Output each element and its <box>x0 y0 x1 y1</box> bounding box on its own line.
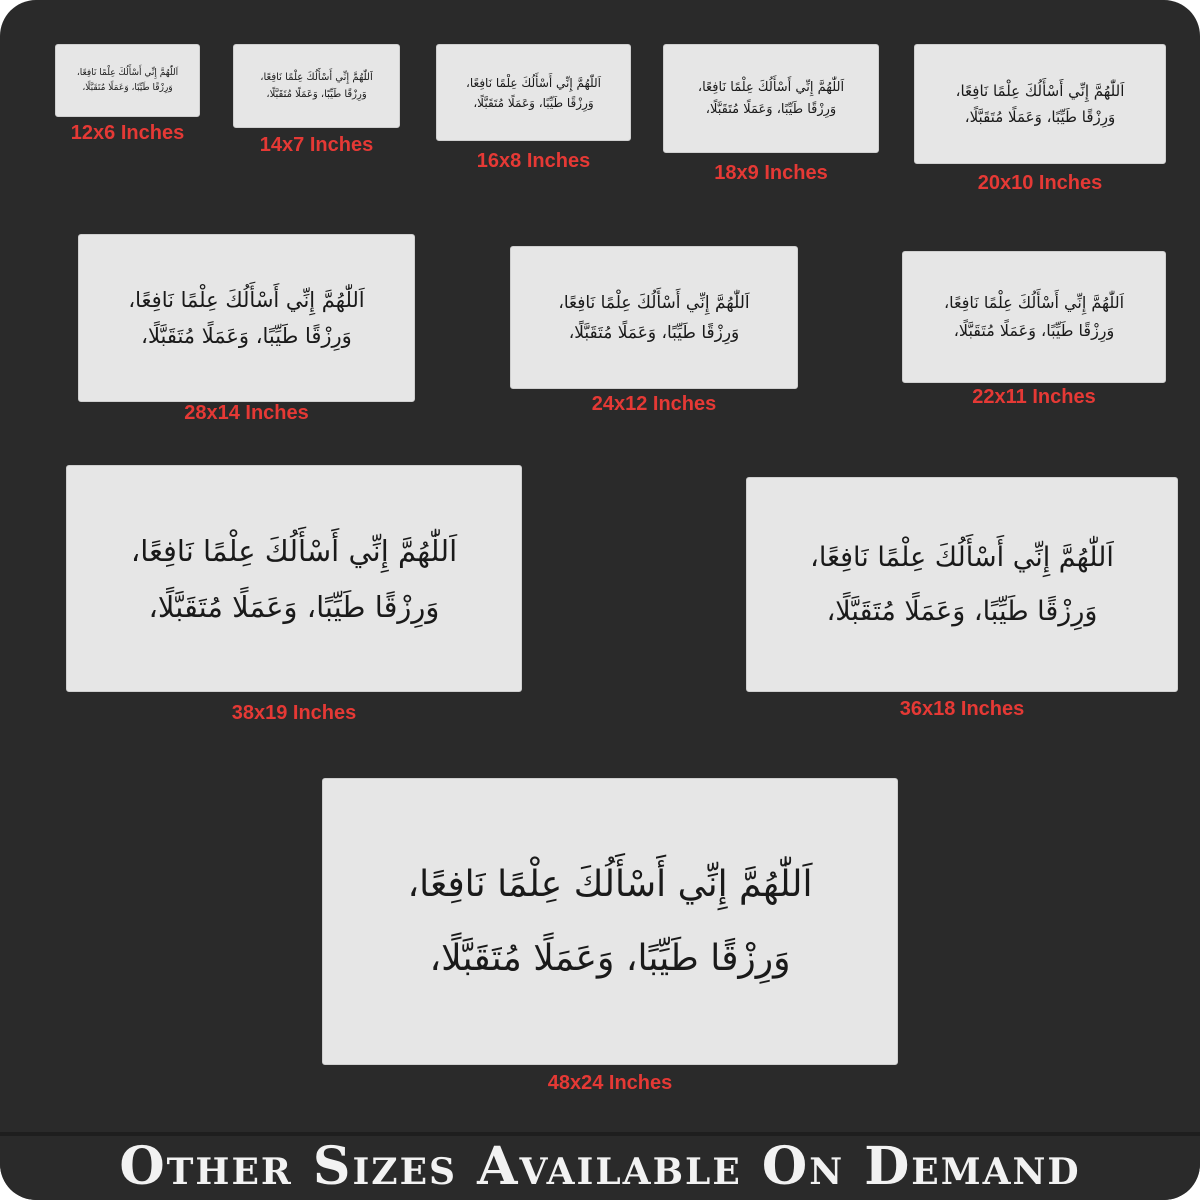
stencil-20x10 <box>914 44 1166 164</box>
stencil-line-1: اَللّٰهُمَّ إِنِّي أَسْأَلُكَ عِلْمًا نَافِعًا، <box>76 67 179 78</box>
stencil-line-2: وَرِزْقًا طَيِّبًا، وَعَمَلًا مُتَقَبَّلًا، <box>266 89 367 100</box>
size-label-48x24: 48x24 Inches <box>547 1072 673 1094</box>
stencil-line-1: اَللّٰهُمَّ إِنِّي أَسْأَلُكَ عِلْمًا نَافِعًا، <box>558 292 750 313</box>
stencil-line-1: اَللّٰهُمَّ إِنِّي أَسْأَلُكَ عِلْمًا نَافِعًا، <box>944 293 1125 312</box>
stencil-line-1: اَللّٰهُمَّ إِنِّي أَسْأَلُكَ عِلْمًا نَافِعًا، <box>128 288 365 312</box>
stencil-line-2: وَرِزْقًا طَيِّبًا، وَعَمَلًا مُتَقَبَّلًا، <box>568 322 740 343</box>
stencil-12x6 <box>55 44 200 117</box>
stencil-line-2: وَرِزْقًا طَيِّبًا، وَعَمَلًا مُتَقَبَّلًا، <box>473 95 594 110</box>
stencil-line-1: اَللّٰهُمَّ إِنِّي أَسْأَلُكَ عِلْمًا نَافِعًا، <box>407 863 813 905</box>
stencil-16x8 <box>436 44 631 141</box>
stencil-line-2: وَرِزْقًا طَيِّبًا، وَعَمَلًا مُتَقَبَّلًا، <box>148 589 440 624</box>
stencil-line-1: اَللّٰهُمَّ إِنِّي أَسْأَلُكَ عِلْمًا نَافِعًا، <box>466 75 602 90</box>
size-label-38x19: 38x19 Inches <box>231 702 357 724</box>
size-label-20x10: 20x10 Inches <box>977 172 1103 194</box>
size-label-28x14: 28x14 Inches <box>184 402 309 424</box>
stencil-24x12 <box>510 246 798 389</box>
stencil-line-1: اَللّٰهُمَّ إِنِّي أَسْأَلُكَ عِلْمًا نَافِعًا، <box>130 533 458 568</box>
stencil-14x7 <box>233 44 400 128</box>
size-label-22x11: 22x11 Inches <box>972 386 1096 408</box>
stencil-line-2: وَرِزْقًا طَيِّبًا، وَعَمَلًا مُتَقَبَّلًا، <box>141 324 352 348</box>
stencil-line-1: اَللّٰهُمَّ إِنِّي أَسْأَلُكَ عِلْمًا نَافِعًا، <box>697 79 845 95</box>
size-label-16x8: 16x8 Inches <box>476 150 591 172</box>
size-label-12x6: 12x6 Inches <box>70 122 185 144</box>
stencil-48x24 <box>322 778 898 1065</box>
stencil-line-2: وَرِزْقًا طَيِّبًا، وَعَمَلًا مُتَقَبَّلًا، <box>826 595 1098 627</box>
footer-text: Other Sizes Available On Demand <box>119 1136 1081 1197</box>
stencil-line-1: اَللّٰهُمَّ إِنِّي أَسْأَلُكَ عِلْمًا نَافِعًا، <box>955 82 1125 100</box>
stencil-line-1: اَللّٰهُمَّ إِنِّي أَسْأَلُكَ عِلْمًا نَافِعًا، <box>260 72 373 83</box>
stencil-line-2: وَرِزْقًا طَيِّبًا، وَعَمَلًا مُتَقَبَّلًا، <box>705 101 837 117</box>
stencil-line-2: وَرِزْقًا طَيِّبًا، وَعَمَلًا مُتَقَبَّلًا، <box>964 108 1116 126</box>
size-label-18x9: 18x9 Inches <box>714 162 828 184</box>
stencil-line-1: اَللّٰهُمَّ إِنِّي أَسْأَلُكَ عِلْمًا نَافِعًا، <box>810 541 1114 573</box>
size-label-14x7: 14x7 Inches <box>259 134 374 156</box>
stencil-18x9 <box>663 44 879 153</box>
stencil-line-2: وَرِزْقًا طَيِّبًا، وَعَمَلًا مُتَقَبَّلًا، <box>82 82 173 93</box>
size-label-24x12: 24x12 Inches <box>591 393 717 415</box>
stencil-38x19 <box>66 465 522 692</box>
size-label-36x18: 36x18 Inches <box>899 698 1025 720</box>
stencil-line-2: وَرِزْقًا طَيِّبًا، وَعَمَلًا مُتَقَبَّلًا، <box>429 937 791 979</box>
stencil-line-2: وَرِزْقًا طَيِّبًا، وَعَمَلًا مُتَقَبَّلًا، <box>953 321 1115 340</box>
stencil-28x14 <box>78 234 415 402</box>
stencil-36x18 <box>746 477 1178 692</box>
stencil-22x11 <box>902 251 1166 383</box>
